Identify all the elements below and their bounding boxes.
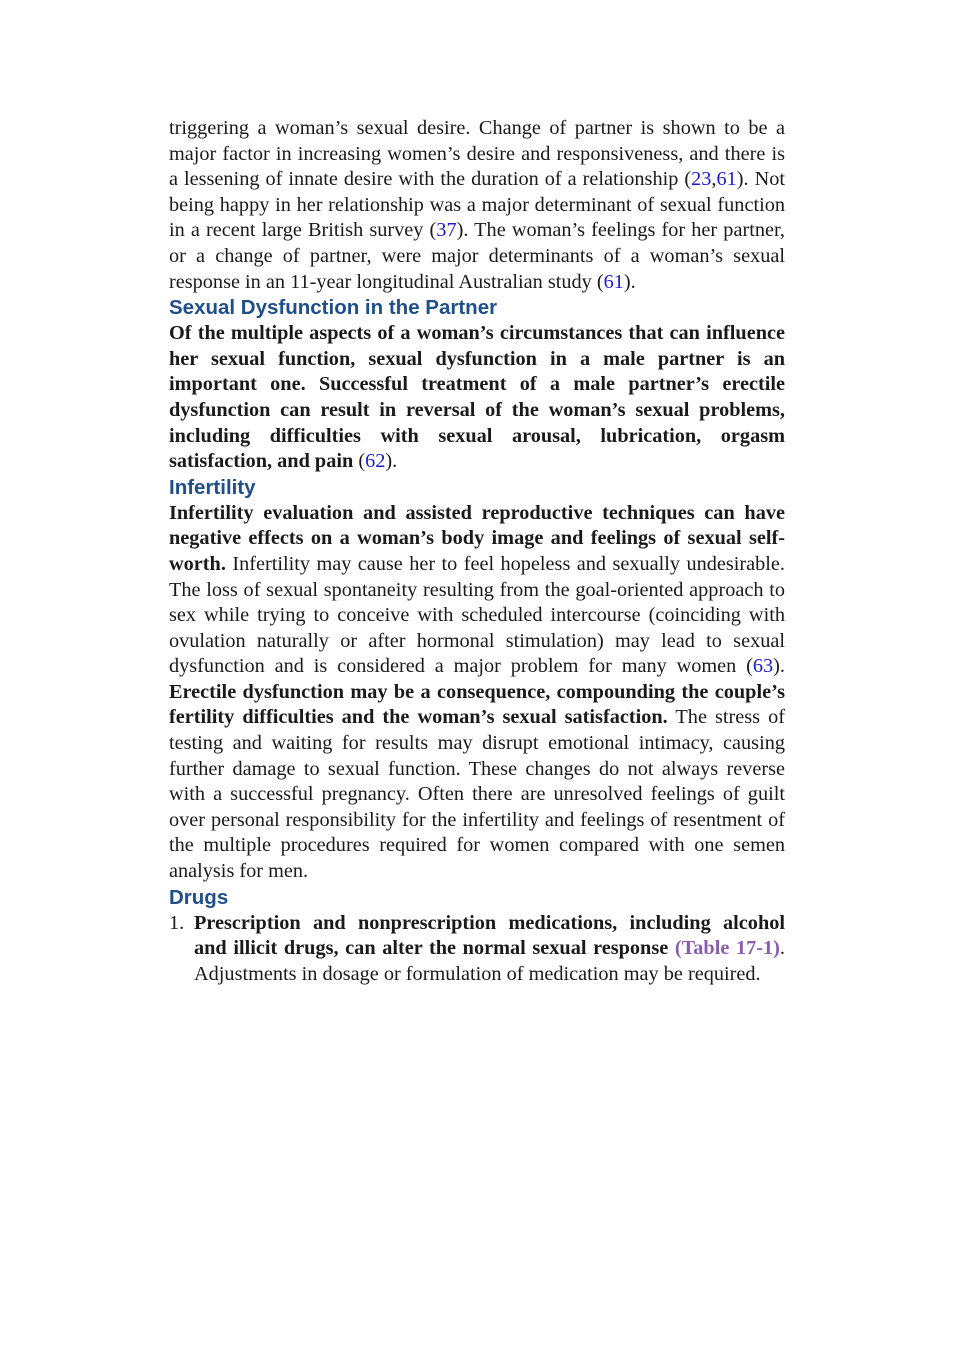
citation-link[interactable]: 63 [752,655,774,678]
section-heading-drugs: Drugs [169,885,229,909]
paragraph-text: ). The woman’s feelings for her partner, or a change of partner, were major determinants of a woman’s sexual response in an 11-year longitudinal Australian study ( [169,219,785,293]
paragraph-text: . Adjustments in dosage or formulation of medication may be required. [194,937,785,985]
citation-link[interactable]: 61 [716,168,737,191]
key-point-text: Erectile dysfunction may be a consequence, compounding the couple’s fertility difficulties and the woman’s sexual satisfaction. [169,680,785,729]
citation-link[interactable]: 61 [603,270,624,293]
key-point-text: Prescription and nonprescription medications, including alcohol and illicit drugs, can alter the normal sexual response [194,911,785,960]
paragraph-text [668,937,675,959]
paragraph-text: Infertility may cause her to feel hopeless and sexually undesirable. The loss of sexual spontaneity resulting from the goal-oriented approach to sex while trying to conceive with scheduled intercourse (coinciding with ovulation naturally or after hormonal stimulation) may lead to sexual dysfunction and is considered a major problem for many women ( [169,552,785,678]
list-number: 1. [169,911,185,934]
table-reference-link[interactable]: (Table 17-1) [674,937,780,960]
list-item-text [194,911,785,988]
key-point-text: Infertility evaluation and assisted reproductive techniques can have negative effects on a woman’s body image and feelings of sexual self-worth. [169,501,785,575]
paragraph-text: ( [353,450,366,473]
paragraph-text: The stress of testing and waiting for results may disrupt emotional intimacy, causing further damage to sexual function. These changes do not always reverse with a successful pregnancy. Often there are unresolved feelings of guilt over personal responsibility for the infertility and feelings of resentment of the multiple procedures required for women compared with one semen analysis for men. [169,706,785,883]
partner-paragraph [169,321,785,475]
infertility-paragraph [169,501,785,885]
drugs-list [169,911,785,988]
page-content [169,116,785,987]
section-heading-infertility: Infertility [169,475,256,499]
paragraph-text: triggering a woman’s sexual desire. Change of partner is shown to be a major factor in increasing women’s desire and responsiveness, and there is a lessening of innate desire with the duration of a relationship ( [169,117,785,191]
citation-separator: , [711,168,717,191]
paragraph-text: ). [623,270,636,293]
section-heading-partner: Sexual Dysfunction in the Partner [169,296,498,320]
paragraph-text: ). Not being happy in her relationship was a major determinant of sexual function in a recent large British survey ( [169,168,785,242]
citation-link[interactable]: 37 [436,219,457,242]
citation-link[interactable]: 23 [691,168,712,191]
key-point-text: Of the multiple aspects of a woman’s circumstances that can influence her sexual function, sexual dysfunction in a male partner is an important one. Successful treatment of a male partner’s erectile dysfunction can result in reversal of the woman’s sexual problems, including difficulties with sexual arousal, lubrication, orgasm satisfaction, and pain [169,322,785,473]
citation-link[interactable]: 62 [365,450,386,473]
paragraph-text: ). [773,655,785,678]
paragraph-text: ). [385,450,398,473]
list-item [169,911,785,988]
intro-paragraph [169,116,785,295]
